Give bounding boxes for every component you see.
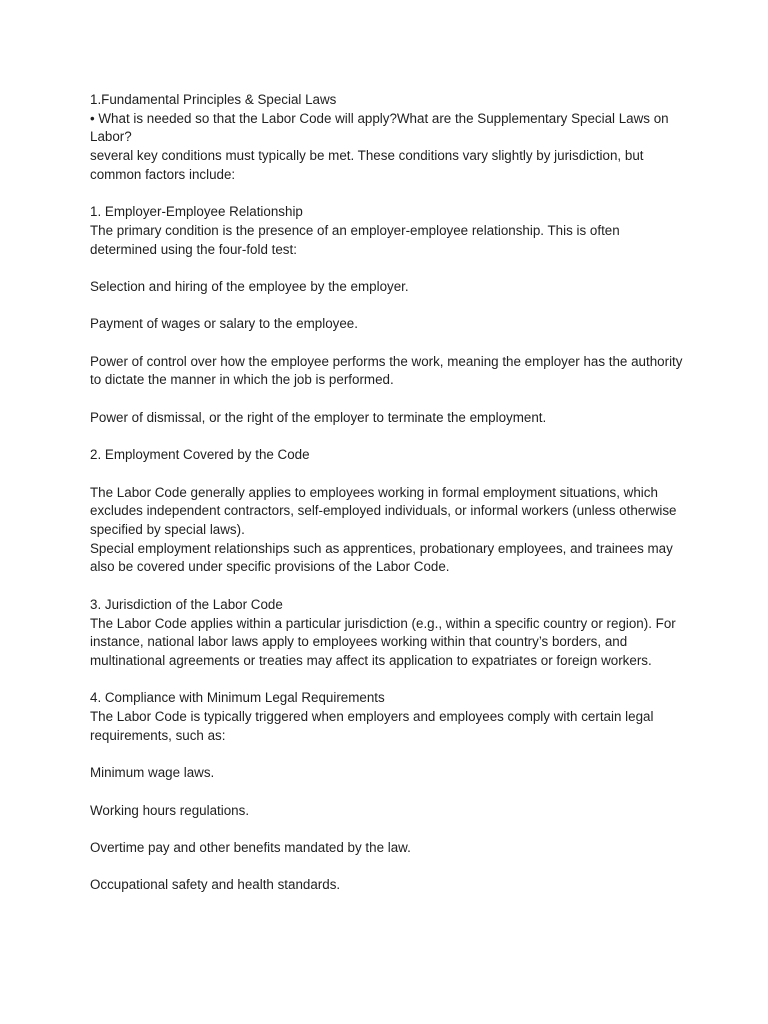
section-heading: 2. Employment Covered by the Code [90, 447, 310, 463]
section-heading: 4. Compliance with Minimum Legal Requirements [90, 690, 385, 706]
section-paragraph: The Labor Code generally applies to employees working in formal employment situations, which excludes independent contractors, self-employed individuals, or informal workers (unless otherwise specified by special laws). [90, 484, 677, 538]
document-title: 1.Fundamental Principles & Special Laws [90, 92, 337, 107]
question-line: • What is needed so that the Labor Code will apply?What are the Supplementary Special Laws on Labor? [90, 110, 669, 145]
list-item: Overtime pay and other benefits mandated by the law. [90, 839, 411, 855]
list-item: Occupational safety and health standards. [90, 877, 341, 893]
list-item: Power of dismissal, or the right of the employer to terminate the employment. [90, 409, 547, 425]
section-heading: 3. Jurisdiction of the Labor Code [90, 596, 283, 612]
document-body [90, 91, 690, 895]
list-item: Working hours regulations. [90, 802, 250, 818]
section-heading: 1. Employer-Employee Relationship [90, 204, 303, 220]
section-paragraph: The primary condition is the presence of an employer-employee relationship. This is often determined using the four-fold test: [90, 222, 620, 257]
list-item: Selection and hiring of the employee by the employer. [90, 279, 409, 294]
section-paragraph: The Labor Code applies within a particular jurisdiction (e.g., within a specific country or region). For instance, national labor laws apply to employees working within that country’s borders, and multinational agreements or treaties may affect its application to expatriates or foreign workers. [90, 615, 676, 668]
list-item: Payment of wages or salary to the employee. [90, 316, 358, 332]
list-item: Power of control over how the employee performs the work, meaning the employer has the authority to dictate the manner in which the job is performed. [90, 353, 683, 388]
section-paragraph: Special employment relationships such as apprentices, probationary employees, and trainees may also be covered under specific provisions of the Labor Code. [90, 540, 673, 575]
section-paragraph: The Labor Code is typically triggered when employers and employees comply with certain legal requirements, such as: [90, 709, 654, 743]
list-item: Minimum wage laws. [90, 765, 215, 781]
intro-paragraph: several key conditions must typically be met. These conditions vary slightly by jurisdiction, but common factors include: [90, 148, 644, 182]
